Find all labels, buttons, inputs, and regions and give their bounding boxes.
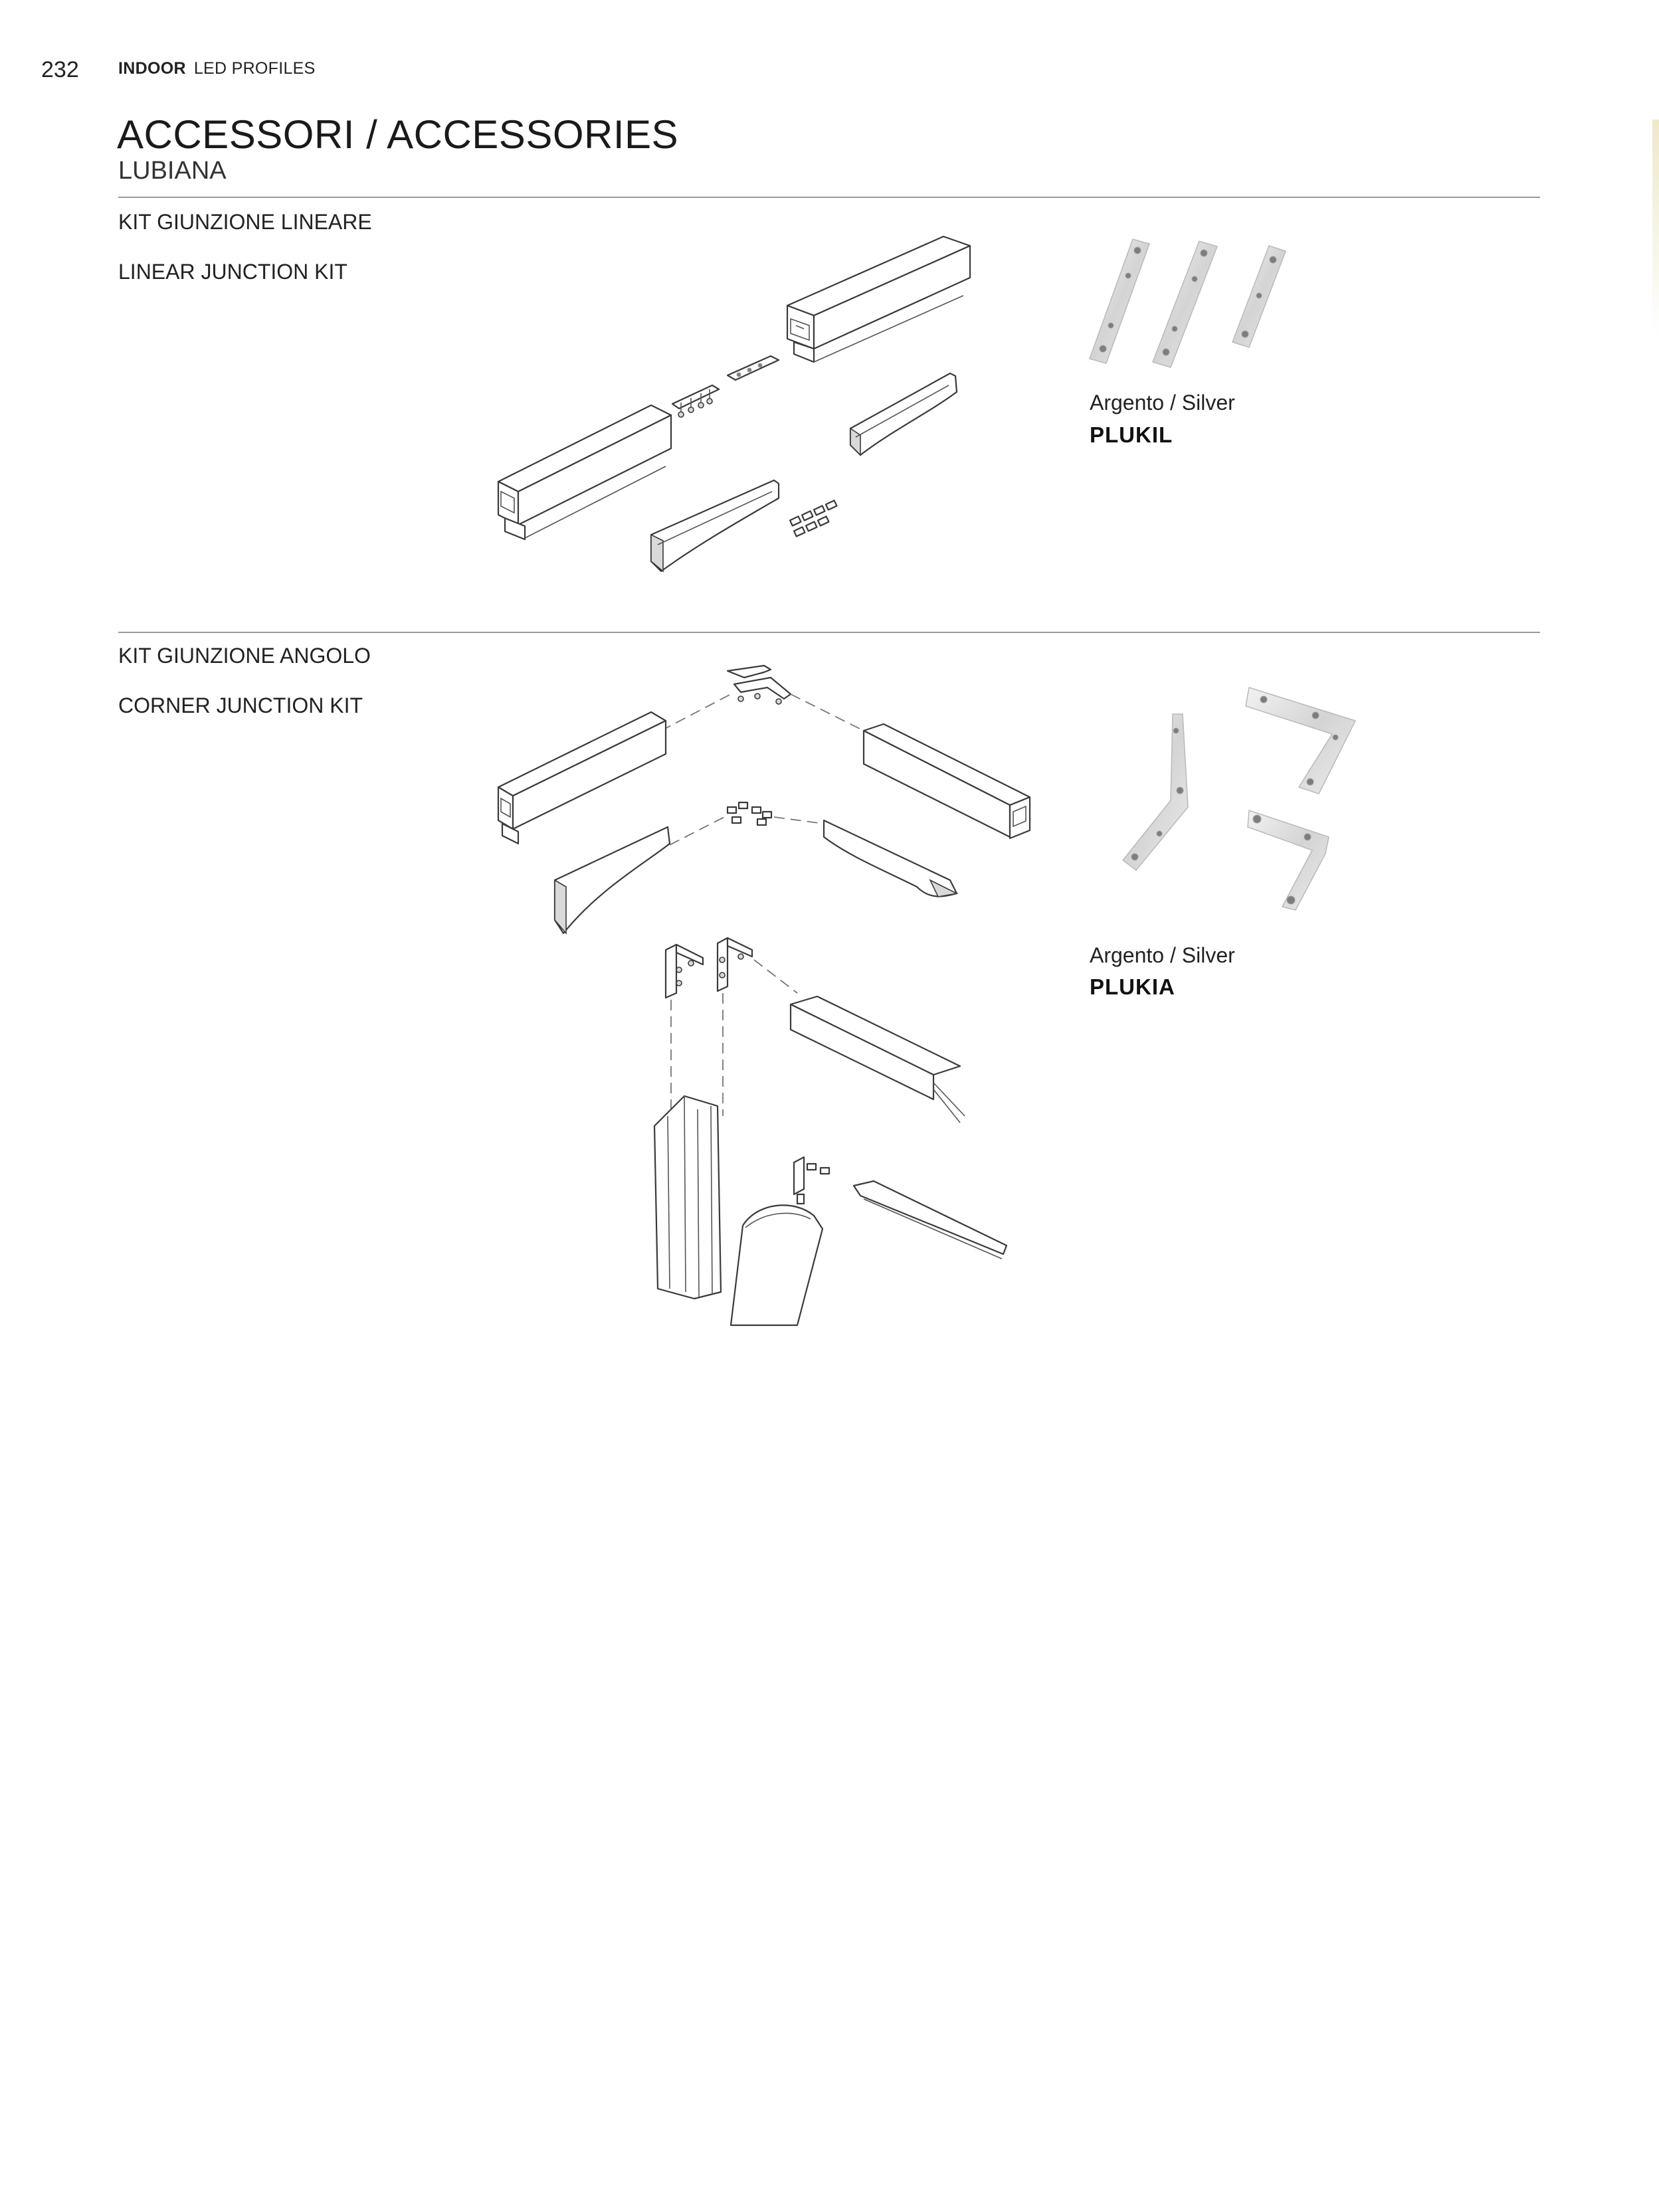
vertical-kit-profile-right (791, 996, 965, 1123)
joint-plate-1 (1090, 239, 1149, 363)
section-label: INDOOR (118, 59, 186, 78)
corner-plate-bent-l (1248, 810, 1329, 910)
page-subtitle: LUBIANA (118, 157, 227, 185)
finish-label: Argento / Silver (1090, 391, 1235, 415)
corner-profile-left (498, 712, 666, 844)
product-code: PLUKIA (1090, 974, 1175, 999)
corner-junction-exploded-drawing (492, 658, 1036, 1335)
vertical-bracket-left (666, 945, 703, 998)
corner-plate-flat-l (1246, 688, 1355, 794)
page-edge-strip (1652, 120, 1659, 339)
page-number: 232 (41, 57, 79, 82)
diffuser-lower (651, 480, 779, 571)
diffuser-clips (790, 500, 836, 536)
profile-upper-right (787, 236, 970, 362)
page-title: ACCESSORI / ACCESSORIES (117, 112, 679, 157)
corner-diffuser-left (555, 827, 670, 933)
vertical-kit-diffuser-right (854, 1181, 1007, 1259)
kit-label-en: LINEAR JUNCTION KIT (118, 260, 347, 284)
divider-middle (118, 632, 1540, 633)
kit-label-en: CORNER JUNCTION KIT (118, 693, 363, 717)
kit-label-it: KIT GIUNZIONE LINEARE (118, 210, 372, 234)
finish-label: Argento / Silver (1090, 943, 1235, 967)
profile-left (498, 405, 671, 539)
corner-clips (728, 802, 771, 825)
divider-top (118, 197, 1540, 198)
joint-plate-short (1232, 246, 1286, 347)
corner-diffuser-right (824, 820, 957, 897)
running-header (118, 59, 316, 78)
linear-junction-exploded-drawing (492, 226, 1023, 585)
product-code: PLUKIL (1090, 422, 1173, 447)
corner-plate-angled (1123, 714, 1188, 870)
vertical-profile (654, 1096, 721, 1299)
plukia-product-photo (1096, 668, 1375, 920)
corner-profile-right (864, 724, 1030, 838)
category-label: LED PROFILES (193, 59, 316, 78)
joint-plate-2 (1153, 241, 1217, 367)
connector-screws-upper (672, 385, 719, 417)
kit-label-it: KIT GIUNZIONE ANGOLO (118, 644, 371, 668)
corner-plate-top (728, 666, 791, 704)
vertical-diffuser (731, 1205, 823, 1325)
vertical-kit-small-bracket (794, 1157, 829, 1204)
plukil-product-photo (1070, 229, 1322, 375)
connector-plate-upper (728, 356, 779, 380)
diffuser-upper-right (850, 373, 957, 455)
vertical-bracket-right (718, 938, 752, 991)
